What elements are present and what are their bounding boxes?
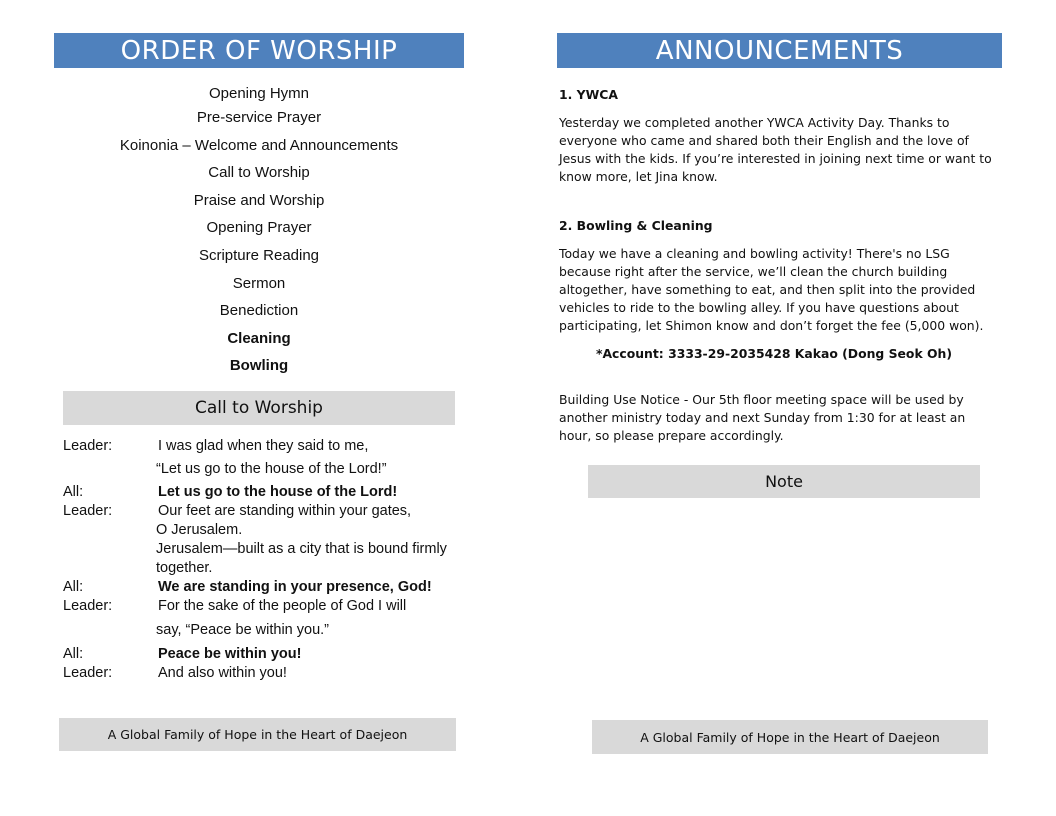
- announcement-body: Yesterday we completed another YWCA Activity Day. Thanks to everyone who came and shared both their English and the love of Jesus with the kids. If you’re interested in joining next time or want to know more, let Jina know.: [559, 115, 992, 184]
- litany-text: We are standing in your presence, God!: [158, 579, 432, 595]
- litany-text: together.: [156, 560, 213, 576]
- order-item: Benediction: [219, 302, 299, 319]
- order-item: Opening Prayer: [206, 219, 312, 236]
- order-item: Call to Worship: [208, 164, 310, 181]
- order-item: Bowling: [229, 357, 289, 374]
- right-footer-tagline: A Global Family of Hope in the Heart of Daejeon: [592, 720, 988, 754]
- litany-text: I was glad when they said to me,: [158, 438, 369, 454]
- litany-text: Jerusalem—built as a city that is bound firmly: [156, 541, 447, 557]
- note-heading: Note: [588, 465, 980, 498]
- order-item: Sermon: [232, 275, 286, 292]
- announcement-heading: 2. Bowling & Cleaning: [559, 218, 713, 233]
- order-of-worship-title: ORDER OF WORSHIP: [54, 33, 464, 68]
- litany-text: Our feet are standing within your gates,: [158, 503, 412, 519]
- order-item: Opening Hymn: [208, 85, 310, 102]
- order-item: Pre-service Prayer: [196, 109, 322, 126]
- left-footer-tagline: A Global Family of Hope in the Heart of Daejeon: [59, 718, 456, 751]
- litany-text: O Jerusalem.: [156, 522, 243, 538]
- litany-text: Peace be within you!: [158, 646, 302, 662]
- order-item: Scripture Reading: [198, 247, 320, 264]
- litany-text: Let us go to the house of the Lord!: [158, 484, 398, 500]
- litany-text: say, “Peace be within you.”: [156, 622, 330, 638]
- announcement-heading: 1. YWCA: [559, 87, 618, 102]
- litany-speaker: Leader:: [63, 598, 113, 614]
- litany-speaker: All:: [63, 579, 84, 595]
- order-item: Praise and Worship: [193, 192, 325, 209]
- litany-speaker: All:: [63, 646, 84, 662]
- building-use-notice: Building Use Notice - Our 5th floor meeting space will be used by another ministry today and next Sunday from 1:30 for at least an hour, so please prepare accordingly.: [559, 392, 966, 443]
- announcements-title: ANNOUNCEMENTS: [557, 33, 1002, 68]
- announcement-body: Today we have a cleaning and bowling activity! There's no LSG because right after the service, we’ll clean the church building altogether, have something to eat, and then split into the provided vehicles to ride to the bowling alley. If you have questions about participating, let Shimon know and don’t forget the fee (5,000 won).: [559, 246, 984, 333]
- litany-speaker: Leader:: [63, 438, 113, 454]
- litany-speaker: All:: [63, 484, 84, 500]
- litany-text: For the sake of the people of God I will: [158, 598, 407, 614]
- litany-text: “Let us go to the house of the Lord!”: [156, 461, 387, 477]
- order-item: Koinonia – Welcome and Announcements: [119, 137, 399, 154]
- litany-speaker: Leader:: [63, 503, 113, 519]
- order-item: Cleaning: [227, 330, 291, 347]
- litany-text: And also within you!: [158, 665, 287, 681]
- litany-speaker: Leader:: [63, 665, 113, 681]
- account-info: *Account: 3333-29-2035428 Kakao (Dong Seok Oh): [595, 346, 953, 361]
- call-to-worship-heading: Call to Worship: [63, 391, 455, 425]
